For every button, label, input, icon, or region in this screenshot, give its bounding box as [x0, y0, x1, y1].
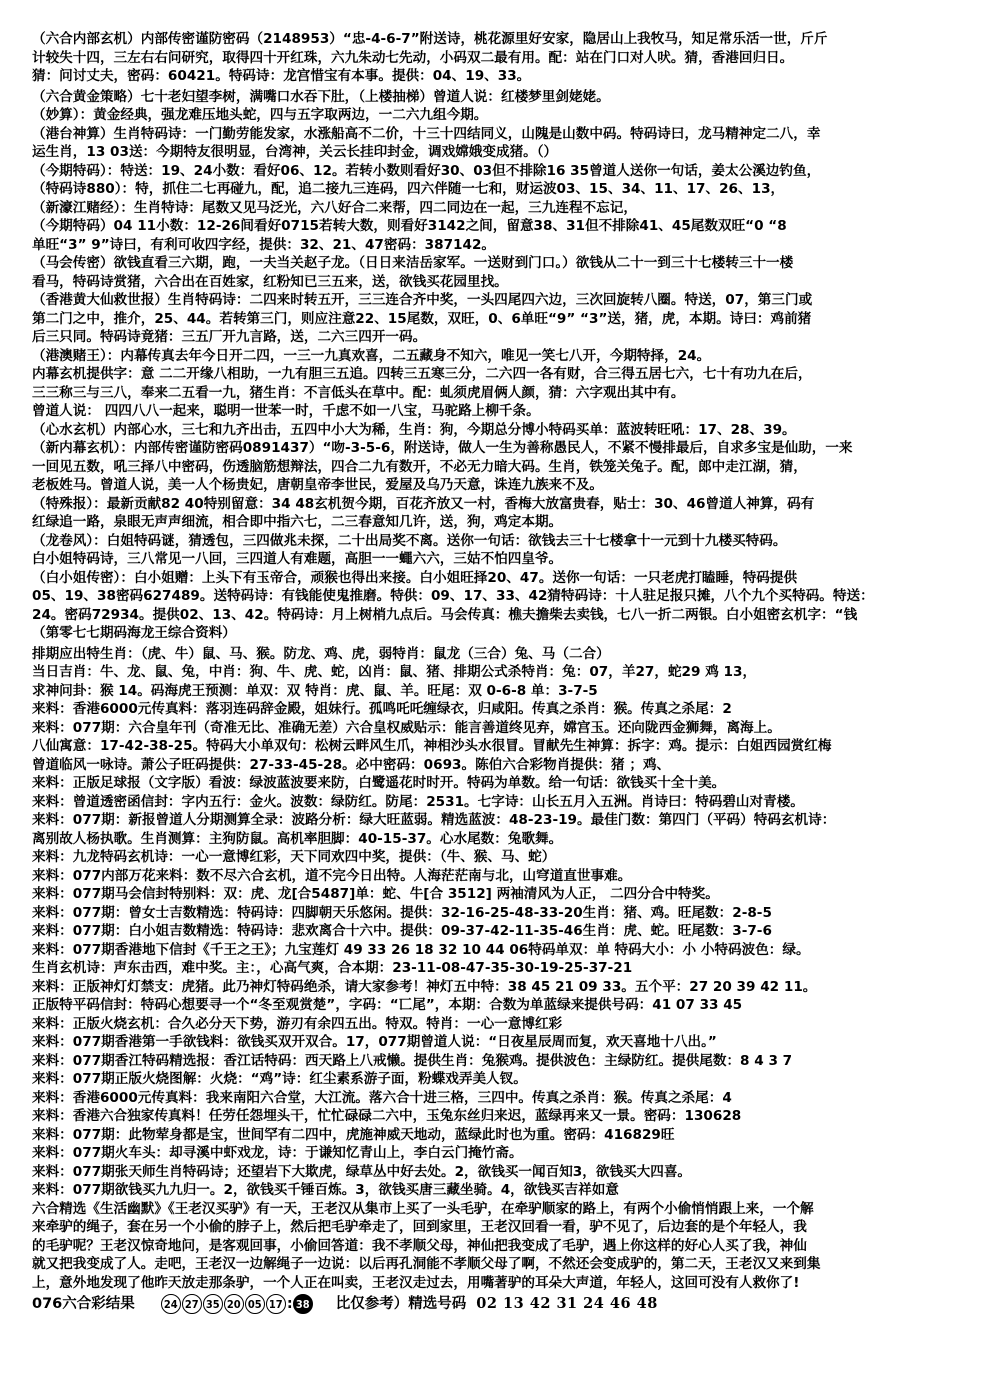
- text-line: 来料：香港六合独家传真料！任劳任怨埋头干，忙忙碌碌二六中，玉兔东丝归来迟，蓝绿再来又一景。密码：130628: [32, 1108, 742, 1124]
- text-line: 后三只同。特码诗竟猪：三五厂开九言路，送，二六三四开一码。: [32, 329, 427, 345]
- text-line: 来料：香港6000元传真料：我来南阳六合堂，大江流。落六合十进三格，三四中。传真之杀肖：猴。传真之杀尾：4: [32, 1089, 732, 1106]
- text-body: [32, 30, 962, 1292]
- text-line: （新内幕玄机）：内部传密谨防密码0891437）“吻-3-5-6，附送诗，做人一生为善称愚民人，不紧不慢排最后，自求多宝是仙助，一来: [32, 440, 853, 456]
- text-line: 八仙寓意：17-42-38-25。特码大小单双句：松树云畔风生爪，神相沙头水很冒。冒献先生神算：拆字：鸡。提示：白姐西园赏红梅: [32, 738, 832, 754]
- text-line: 单旺“3” 9”诗曰，有利可收四字经，提供：32、21、47密码：387142。: [32, 236, 496, 253]
- text-line: 05、19、38密码627489。送特码诗：有钱能使鬼推磨。特供：09、17、33、42猜特码诗：十人驻足报只摊，八个九个买特码。特送：: [32, 588, 874, 604]
- text-line: 看马，特码诗赏猪，六合出在百姓家，红粉知已三五来，送，欲钱买花园里找。: [32, 273, 508, 290]
- text-line: 离别故人杨执歌。生肖测算：主狗防鼠。高机率胆脚：40-15-37。心水尾数：兔歌舞。: [32, 830, 563, 847]
- text-line: （港澳赌王）：内幕传真去年今日开二四，一三一九真欢喜，二五藏身不知六，唯见一笑七八开，今期特择，24。: [32, 347, 711, 364]
- text-line: （心水玄机）内部心水，三七和九齐出击，五四中小大为稀，生肖：狗，今期总分博小特码买单：蓝波转旺吼：17、28、39。: [32, 421, 796, 438]
- text-line: （六合内部玄机）内部传密谨防密码（2148953）“忠-4-6-7”附送诗，桃花源里好安家，隐居山上我牧马，知足常乐活一世，斤斤: [32, 31, 828, 47]
- text-line: （特码诗880）：特，抓住二七再碰九，配，追二接九三连码，四六伴随一七和，财运波03、15、34、11、17、26、13，: [32, 181, 785, 197]
- text-line: 来料：077内部万花来料：数不尽六合玄机，道不完今日出特。人海茫茫南与北，山穹道直世事难。: [32, 867, 632, 884]
- special-ball: 38: [293, 1294, 313, 1314]
- text-line: 曾道临风一咏诗。萧公子旺码提供：27-33-45-28。必中密码：0693。陈伯六合彩物肖提供：猪 ；鸡、: [32, 756, 671, 773]
- results-balls: [161, 1294, 314, 1314]
- text-line: 来料：077期：曾女士吉数精选：特码诗：四脚朝天乐悠闲。提供：32-16-25-48-33-20生肖：猪、鸡。旺尾数：2-8-5: [32, 904, 772, 921]
- text-line: 来料：077期香港第一手欲钱料：欲钱买双开双合。17，077期曾道人说：“日夜星辰周而复，欢天喜地十八出。”: [32, 1034, 717, 1050]
- results-label: 076六合彩结果: [32, 1295, 135, 1312]
- text-line: 来料：077期：六合皇年刊（奇准无比、准确无差）六合皇权威贴示：能言善道终见弃，嫦宫玉。还向陇西金狮舞，离海上。: [32, 719, 781, 736]
- text-line: （马会传密）欲钱直看三六期，跑，一夫当关赵子龙。（日日来洁岳家军。一送财到门口。）欲钱从二十一到三十七楼转三十一楼: [32, 255, 794, 271]
- text-line: 来料：正版神灯灯禁支：虎猪。此乃神灯特码绝杀，请大家参考！神灯五中特：38 45 21 09 33。五个平：27 20 39 42 11。: [32, 978, 817, 995]
- text-line: 计较失十四，三左右右问研究，取得四十开红珠，六九朱动七先动，小码双二最有用。配：站在门口对人吠。猜，香港回归日。: [32, 49, 794, 66]
- text-line: 来料：077期香港地下信封《千王之王》；九宝莲灯 49 33 26 18 32 10 44 06特码单双：单 特码大小：小 小特码波色：绿。: [32, 941, 810, 958]
- results-footer: [32, 1293, 962, 1315]
- text-line: 曾道人说： 四四八八一起来，聪明一世苯一时，千虑不如一八宝，马驼路上柳千条。: [32, 403, 540, 419]
- text-line: 正版特平码信封：特码心想要寻一个“冬至观赏楚”，字码：“匸尾”，本期：合数为单蓝绿来提供号码：41 07 33 45: [32, 997, 743, 1013]
- result-ball: 27: [182, 1294, 202, 1314]
- text-line: 来料：香港6000元传真料：落羽连码辞金殿，姐妹行。孤鸣吒吒缠绿衣，归咸阳。传真之杀肖：猴。传真之杀尾：2: [32, 701, 732, 717]
- text-line: （今期特码）：特送：19、24小数：看好06、12。若转小数则看好30、03但不排除16 35曾道人送你一句话，姜太公溪边钓鱼，: [32, 162, 821, 179]
- text-line: 运生肖，13 03送：今期特友很明显，台湾神，关云长挂印封金，调戏嫦娥变成猪。（）: [32, 144, 558, 160]
- text-line: （港台神算）生肖特码诗：一门勤劳能发家，水涨船高不二价，十三十四结同义，山隗是山数中码。特码诗曰，龙马精神定二八，幸: [32, 125, 821, 142]
- text-line: 24。密码72934。提供02、13、42。特码诗：月上树梢九点后。马会传真：樵夫擔柴去卖钱，七八一折二两银。白小姐密玄机字：“钱: [32, 606, 858, 623]
- text-line: 第二门之中，推介，25、44。若转第三门，则应注意22、15尾数，双旺，0、6单旺“9” “3”送，猪，虎，本期。诗曰：鸡前猪: [32, 310, 812, 327]
- text-line: 排期应出特生肖：（虎、牛）鼠、马、猴。防龙、鸡、虎，弱特肖：鼠龙（三合）兔、马（二合）: [32, 645, 610, 662]
- text-line: 就又把我变成了人。走吧，王老汉一边解绳子一边说：以后再孔洞能不孝顺父母了啊，不然还会变成驴的，第二天，王老汉又来到集: [32, 1256, 821, 1272]
- text-line: 老板姓马。曾道人说，美一人个杨贵妃，唐朝皇帝李世民，爱屋及乌乃天意，诛连九族来不及。: [32, 477, 603, 493]
- text-line: 来牵驴的绳子，套在另一个小偷的脖子上，然后把毛驴牵走了，回到家里，王老汉回看一看，驴不见了，后边套的是个年轻人，我: [32, 1219, 807, 1235]
- text-line: 来料：正版火烧玄机：合久必分天下势，游刃有余四五出。特双。特肖：一心一意博红彩: [32, 1015, 563, 1032]
- text-line: （新濠江赌经）：生肖特诗：尾数又见马泛光，六八好合二来帮，四二同边在一起，三九连程不忘记，: [32, 199, 637, 216]
- text-line: 来料：正版足球报（文字版）看波：绿波蓝波要来防，白鹭遥花时时开。特码为单数。给一句话：欲钱买十全十美。: [32, 775, 726, 791]
- result-ball: 20: [224, 1294, 244, 1314]
- text-line: 三三称三与三八，奉来二五看一九，猪生肖：不言低头在草中。配：虬须虎眉俩人颜，猜：六字观出其中有。: [32, 384, 685, 401]
- text-line: 上，意外地发现了他昨天放走那条驴，一个人正在叫卖，王老汉走过去，用嘴著驴的耳朵大声道，年轻人，这回可没有人救你了!: [32, 1274, 800, 1291]
- text-line: 来料：077期：新报曾道人分期测算全录：波路分析：绿大旺蓝弱。精选蓝波：48-23-19。最佳门数：第四门（平码）特码玄机诗：: [32, 812, 836, 828]
- text-line: （香港黄大仙救世报）生肖特码诗：二四来时转五开，三三连合齐中奖，一头四尾四六边，三次回旋转八圈。特送，07，第三门或: [32, 292, 813, 308]
- text-line: 一回见五数，吼三择八中密码，伤透脑筋想辩法，四合二九有数开，不必无力暗大码。生肖，铁笼关兔子。配，郎中走江湖，猜，: [32, 458, 807, 475]
- text-line: 白小姐特码诗，三八常见一八回，三四道人有难题，高胆一一蠅六六，三姑不怕四皇爷。: [32, 551, 563, 567]
- text-line: （今期特码）04 11小数：12-26间看好0715若转大数，则看好3142之间，留意38、31但不排除41、45尾数双旺“0 “8: [32, 218, 787, 234]
- text-line: 来料：077期欲钱买九九归一。2，欲钱买千锤百炼。3，欲钱买唐三藏坐骑。4，欲钱买吉祥如意: [32, 1182, 619, 1198]
- text-line: （六合黄金策略）七十老妇望李树，满嘴口水吞下肚，（上楼抽梯）曾道人说：红楼梦里剑姥姥。: [32, 88, 610, 105]
- text-line: 来料：077期正版火烧图解：火烧：“鸡”诗：红尘素系游子面，粉蝶戏弄美人钗。: [32, 1071, 527, 1087]
- text-line: 来料：九龙特码玄机诗：一心一意博红彩，天下同欢四中奖，提供：（牛、猴、马、蛇）: [32, 849, 556, 865]
- text-line: 猜：问讨丈夫，密码：60421。特码诗：龙宫惜宝有本事。提供：04、19、33。: [32, 68, 531, 84]
- plus-separator: :: [286, 1295, 293, 1312]
- result-ball: 24: [161, 1294, 181, 1314]
- text-line: 来料：077期张天师生肖特码诗；还望岩下大欺虎，绿草丛中好去处。2，欲钱买一闻百知3，欲钱买大四喜。: [32, 1163, 692, 1180]
- text-line: （妙算）：黄金经典，强龙难压地头蛇，四与五字取两边，一二六九组今期。: [32, 107, 488, 123]
- result-ball: 05: [245, 1294, 265, 1314]
- result-ball: 17: [266, 1294, 286, 1314]
- text-line: （特殊报）：最新贡献82 40特别留意：34 48玄机贺今期，百花齐放又一村，香梅大放富贵春，贴士：30、46曾道人神算，码有: [32, 495, 815, 512]
- text-line: 的毛驴呢？王老汉惊奇地问，是客观回事，小偷回答道：我不孝顺父母，神仙把我变成了毛驴，遇上你这样的好心人买了我，神仙: [32, 1237, 807, 1254]
- text-line: （龙卷风）：白姐特码谜，猜透包，三四做兆未探，二十出局奖不离。送你一句话：欲钱去三十七楼拿十一元到十九楼买特码。: [32, 532, 787, 549]
- text-line: 来料：077期香江特码精选报：香江话特码：西天路上八戒懒。提供生肖：兔猴鸡。提供波色：主绿防红。提供尾数：8 4 3 7: [32, 1052, 793, 1069]
- text-line: 来料：077期马会信封特别料：双：虎、龙[合5487]单：蛇、牛[合 3512] 两袖清风为人正， 二四分合中特奖。: [32, 886, 719, 902]
- selected-numbers: 02 13 42 31 24 46 48: [476, 1294, 658, 1312]
- text-line: 来料：曾道透密函信封：字内五行：金火。波数：绿防红。防尾：2531。七字诗：山长五月入五洲。肖诗曰：特码碧山对青楼。: [32, 793, 804, 810]
- text-line: 求神问卦：猴 14。码海虎王预测：单双：双 特肖：虎、鼠、羊。旺尾：双 0-6-8 单：3-7-5: [32, 682, 598, 699]
- text-line: （白小姐传密）：白小姐赠：上头下有玉帝合，顽猴也得出来接。白小姐旺择20、47。送你一句话：一只老虎打瞌睡，特码提供: [32, 569, 798, 586]
- text-line: 来料：077期：此物荤身都是宝，世间罕有二四中，虎施神威天地动，蓝绿此时也为重。密码：416829旺: [32, 1126, 675, 1143]
- text-line: （第零七七期码海龙王综合资料）: [32, 625, 236, 641]
- text-line: 当日吉肖：牛、龙、鼠、兔，中肖：狗、牛、虎、蛇，凶肖：鼠、猪、排期公式杀特肖：兔：07，羊27，蛇29 鸡 13，: [32, 664, 757, 680]
- text-line: 六合精选《生活幽默》《王老汉买驴》有一天，王老汉从集市上买了一头毛驴，在牵驴顺家的路上，有两个小偷悄悄跟上来，一个解: [32, 1200, 814, 1217]
- text-line: 来料：077期：白小姐吉数精选：特码诗：悲欢离合十六中。提供：09-37-42-11-35-46生肖：虎、蛇。旺尾数：3-7-6: [32, 923, 772, 939]
- reference-note: 比仅参考）精选号码: [335, 1295, 467, 1312]
- text-line: 来料：077期火车头：却寻溪中虾戏龙，诗：于谦知忆青山上，李白云门掩竹斋。: [32, 1145, 523, 1161]
- text-line: 内幕玄机提供字：意 二二开缘八相助，一九有胆三五追。四转三五寒三分，二六四一各有财，合三得五居七六，七十有功九在后，: [32, 366, 812, 382]
- result-ball: 35: [203, 1294, 223, 1314]
- text-line: 生肖玄机诗：声东击西，难中奖。主：，心高气爽，合本期：23-11-08-47-35-30-19-25-37-21: [32, 960, 633, 976]
- text-line: 红绿追一路，泉眼无声声细流，相合即中指六七，二三春意知几许，送，狗，鸡定本期。: [32, 514, 563, 530]
